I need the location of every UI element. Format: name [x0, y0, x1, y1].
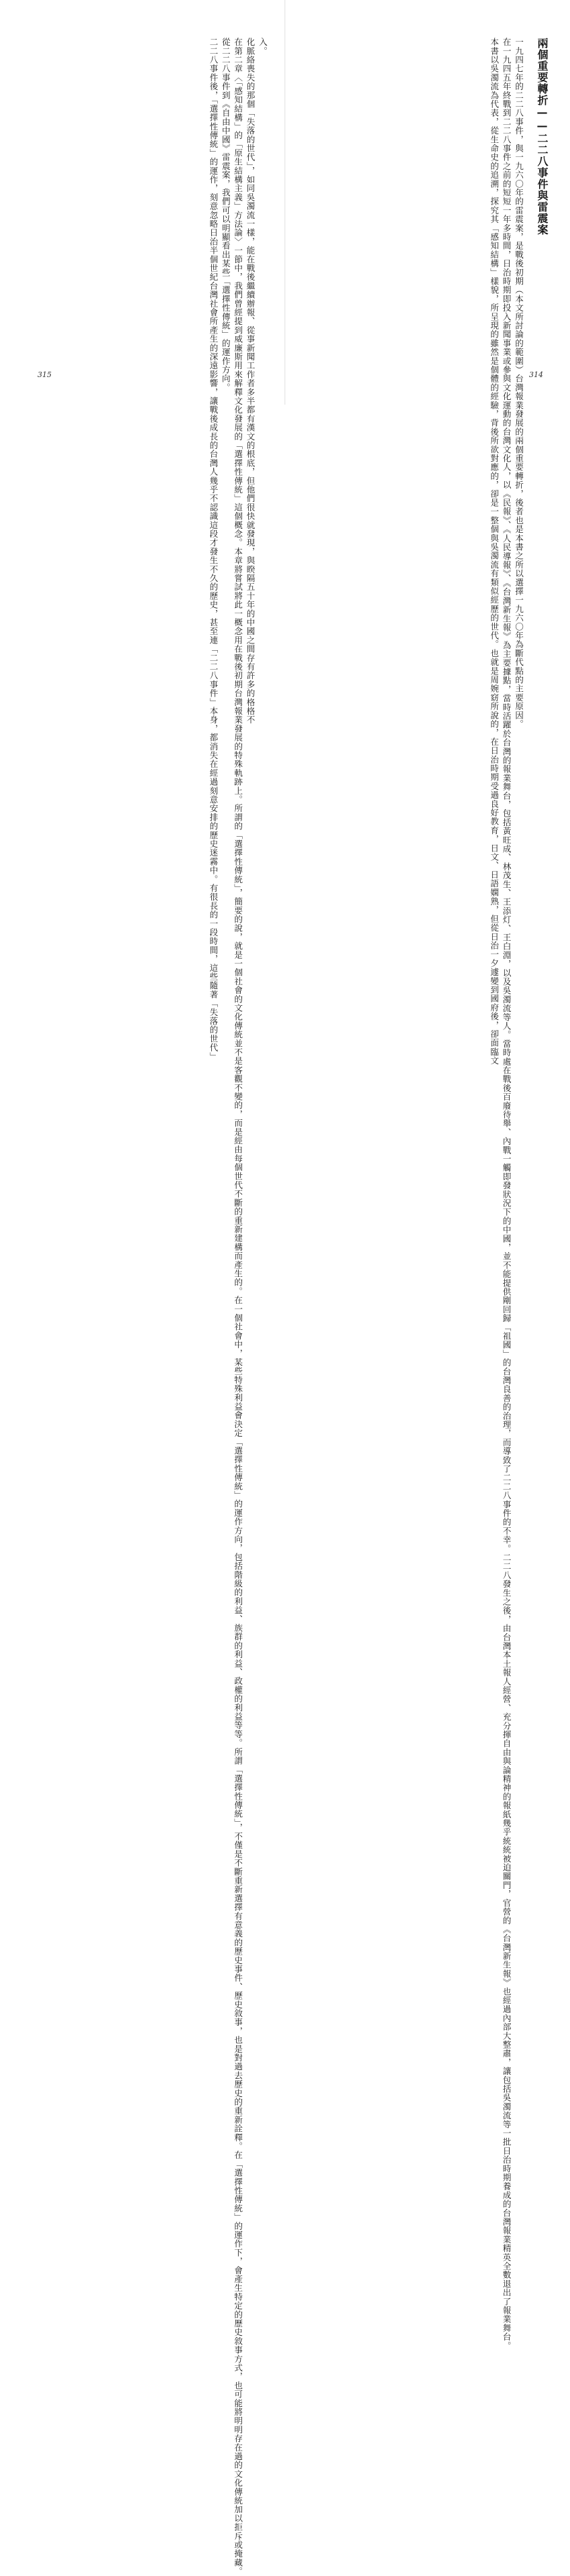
- paragraph: 二二八事件後，「選擇性傳統」的運作，刻意忽略日治半個世紀台灣社會所產生的深遠影響，讓戰後成長的台灣人幾乎不認識這段才發生不久的歷史，甚至連「二二八事件」本身，都消失在經過刻意安排的歷史迷霧中。有很長的一段時間，這些隨著「失落的世代」: [208, 38, 219, 1061]
- page-number-right: 314: [529, 370, 543, 379]
- paragraph: 在一九四五年終戰到二二八事件之前的短短一年多時間，日治時期即投入新聞事業或參與文化運動的台灣文化人，以《民報》、《人民導報》、《台灣新生報》為主要據點，當時活躍於台灣的報業舞台，包括黃旺成、林茂生、王添灯、王白淵，以及吳濁流等人。當時處在戰後百廢待舉、內戰一觸即發狀況下的中國，並不能提供剛回歸「祖國」的台灣良善的治理，而導致了二二八事件的不幸。二二八發生之後，由台灣本土報人經營、充分揮自由與論精神的報紙幾乎統統被迫關門，官營的《台灣新生報》也經過內部大整肅，讓包括吳濁流等一批日治時期養成的台灣報業精英全數退出了報業舞台。: [501, 38, 512, 2351]
- paragraph: 從二二八事件到《自由中國》雷震案，我們可以明顯看出某些「選擇性傳統」的運作方向。: [220, 38, 231, 392]
- left-page: [0, 0, 284, 2576]
- page-number-left: 315: [38, 370, 52, 379]
- paragraph: 一九四七年的二二八事件，與一九六〇年的雷震案，是戰後初期（本文所討論的範圍）台灣報業發展的兩個重要轉折，後者也是本書之所以選擇一九六〇年為斷代點的主要原因。: [514, 38, 524, 729]
- chapter-title: 兩個重要轉折——二二八事件與雷震案: [536, 38, 549, 236]
- right-page-body-text: [323, 38, 524, 2351]
- paragraph: 本書以吳濁流為代表，從生命史的追溯，探究其「感知結構」樣貌，所呈現的雖然是個體的經驗，背後所欲對應的，卻是一整個與吳濁流有類似經歷的世代。也就是周婉窈所說的，在日治時期受過良好教育，日文、日語嫻熟，但從日治一夕遽變到國府後，卻面臨文: [489, 38, 500, 1066]
- paragraph: 在第二章〈「感知結構」的「原生結構主義」方法論〉一節中，我們曾經提到威廉斯用來解釋文化發展的「選擇性傳統」這個概念。本章將嘗試將此一概念用在戰後初期台灣報業發展的特殊軌跡上。所謂的「選擇性傳統」，簡要的說，就是一個社會的文化傳統並不是客觀不變的，而是經由每個世代不斷的重新建構而產生的。在一個社會中，某些特殊利益會決定「選擇性傳統」的運作方向，包括階級的利益、族群的利益、政權的利益等等。所謂「選擇性傳統」，不僅是不斷重新選擇有意義的歷史事件、歷史敘事，也是對過去歷史的重新詮釋。在「選擇性傳統」的運作下，會產生特定的歷史敘事方式，也可能將明明存在過的文化傳統加以拒斥或掩藏。: [233, 38, 243, 2576]
- paragraph: 化脈絡喪失的那個「失落的世代」，如同吳濁流一樣，能在戰後繼續辦報、從事新聞工作者多半都有漢文的根底，但他們很快就發現，與睽隔五十年的中國之間存有許多的格格不: [245, 38, 255, 725]
- right-page: [286, 0, 570, 2351]
- paragraph: 入。: [258, 38, 268, 56]
